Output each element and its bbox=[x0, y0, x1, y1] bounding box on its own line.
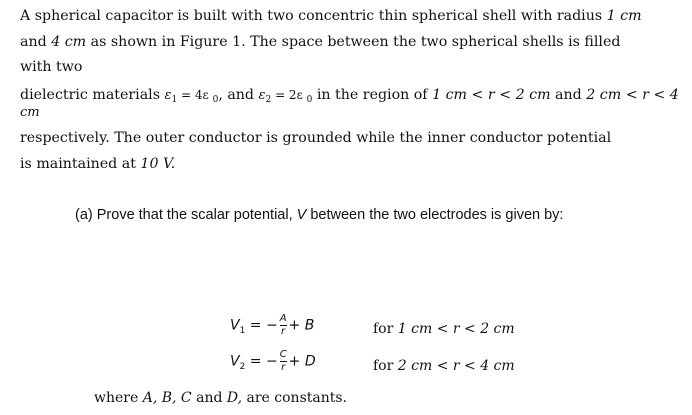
text: and bbox=[20, 34, 52, 50]
range: 2 cm < r < 4 cm bbox=[397, 358, 515, 374]
radius-inner: 1 cm bbox=[606, 8, 642, 24]
text: , and bbox=[218, 87, 259, 103]
paragraph-line-5 bbox=[20, 104, 40, 122]
potential-value: 10 V. bbox=[140, 156, 176, 172]
denominator: r bbox=[281, 362, 286, 373]
condition-v1 bbox=[373, 321, 515, 337]
symbol-v: V bbox=[296, 207, 307, 223]
eq-lhs: V bbox=[230, 353, 240, 370]
eq-subscript: 1 bbox=[239, 325, 246, 336]
text: and bbox=[550, 87, 587, 103]
subscript: 1 bbox=[171, 95, 178, 105]
eq-operator: = − bbox=[245, 353, 278, 370]
denominator: r bbox=[281, 326, 286, 337]
radius-outer: 4 cm bbox=[51, 34, 87, 50]
condition-v2 bbox=[373, 358, 515, 374]
text: for bbox=[373, 358, 398, 374]
paragraph-line-3 bbox=[20, 58, 82, 76]
text: for bbox=[373, 321, 398, 337]
constant-d: D, bbox=[226, 390, 243, 406]
part-a-question bbox=[75, 206, 563, 224]
range: 1 cm < r < 2 cm bbox=[397, 321, 515, 337]
paragraph-line-2 bbox=[20, 33, 620, 51]
eq-fraction bbox=[280, 350, 287, 373]
text: between the two electrodes is given by: bbox=[306, 207, 564, 223]
paragraph-line-7 bbox=[20, 155, 175, 173]
text: as shown in Figure 1. The space between the two spherical shells is filled bbox=[86, 34, 621, 50]
constants-note bbox=[94, 389, 347, 407]
eq-operator: = − bbox=[245, 317, 278, 334]
eq-lhs: V bbox=[230, 317, 240, 334]
paragraph-line-6 bbox=[20, 129, 611, 147]
eq-constant: + D bbox=[288, 353, 316, 370]
text: dielectric materials bbox=[20, 87, 165, 103]
text: respectively. The outer conductor is grounded while the inner conductor potential bbox=[20, 130, 612, 146]
subscript: 2 bbox=[265, 95, 272, 105]
eq-subscript: 2 bbox=[239, 361, 246, 372]
region-2: 2 cm < r < 4 bbox=[586, 87, 679, 103]
text: with two bbox=[20, 59, 83, 75]
text: and bbox=[191, 390, 227, 406]
text: A spherical capacitor is built with two concentric thin spherical shell with radius bbox=[20, 8, 607, 24]
eq-fraction bbox=[280, 314, 287, 337]
epsilon-symbol: ε bbox=[164, 88, 172, 103]
region-1: 1 cm < r < 2 cm bbox=[432, 87, 551, 103]
text: where bbox=[94, 390, 143, 406]
constants: A, B, C bbox=[142, 390, 192, 406]
text: (a) Prove that the scalar potential, bbox=[75, 207, 297, 223]
permittivity-2: = 2ε bbox=[271, 88, 307, 102]
numerator: C bbox=[279, 349, 287, 360]
text: in the region of bbox=[312, 87, 433, 103]
epsilon-symbol: ε bbox=[258, 88, 266, 103]
text: is maintained at bbox=[20, 156, 141, 172]
text: are constants. bbox=[242, 390, 348, 406]
equation-v1 bbox=[230, 314, 314, 337]
paragraph-line-4 bbox=[20, 86, 679, 106]
eq-constant: + B bbox=[288, 317, 315, 334]
equation-v2 bbox=[230, 350, 316, 373]
text: cm bbox=[20, 105, 40, 120]
subscript: 0 bbox=[306, 95, 313, 105]
numerator: A bbox=[279, 313, 287, 324]
paragraph-line-1 bbox=[20, 7, 642, 25]
permittivity-1: = 4ε bbox=[177, 88, 213, 102]
subscript: 0 bbox=[212, 95, 219, 105]
